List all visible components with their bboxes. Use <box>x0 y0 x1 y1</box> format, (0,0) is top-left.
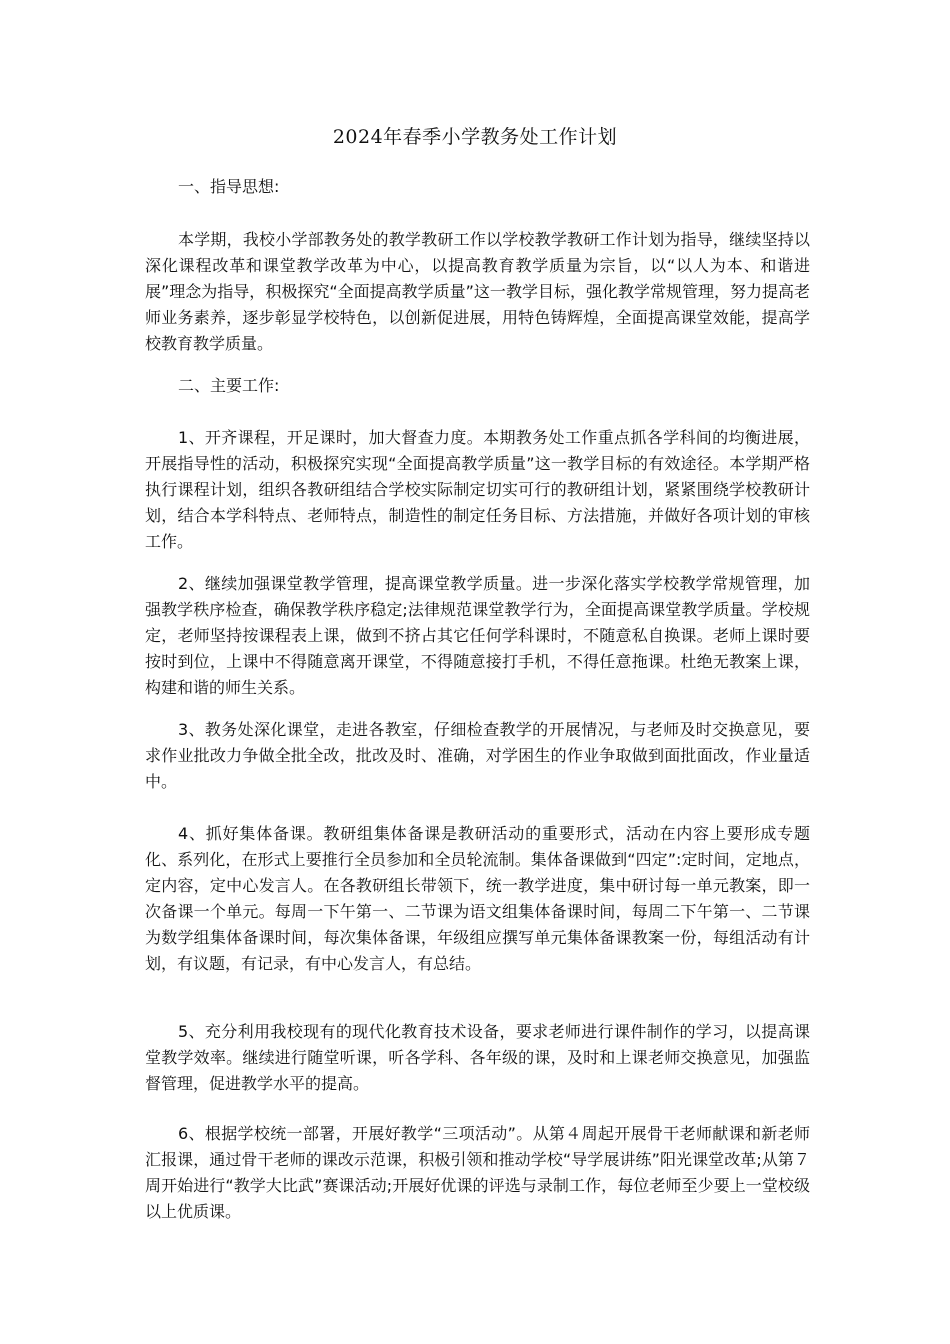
section-heading-main-work: 二、主要工作: <box>178 376 280 395</box>
section-heading-guiding-thought: 一、指导思想: <box>178 177 280 196</box>
work-item-5: 5、充分利用我校现有的现代化教育技术设备，要求老师进行课件制作的学习，以提高课堂教学效率。继续进行随堂听课，听各学科、各年级的课，及时和上课老师交换意见，加强监督管理，促进教学水平的提高。 <box>145 1022 810 1093</box>
work-item-3: 3、教务处深化课堂，走进各教室，仔细检查教学的开展情况，与老师及时交换意见，要求作业批改力争做全批全改，批改及时、准确，对学困生的作业争取做到面批面改，作业量适中。 <box>145 720 810 791</box>
document-title: 2024年春季小学教务处工作计划 <box>332 126 618 148</box>
work-item-4: 4、抓好集体备课。教研组集体备课是教研活动的重要形式，活动在内容上要形成专题化、系列化，在形式上要推行全员参加和全员轮流制。集体备课做到“四定”:定时间，定地点，定内容，定中心发言人。在各教研组长带领下，统一教学进度，集中研讨每一单元教案，即一次备课一个单元。每周一下午第一、二节课为语文组集体备课时间，每周二下午第一、二节课为数学组集体备课时间，每次集体备课，年级组应撰写单元集体备课教案一份，每组活动有计划，有议题，有记录，有中心发言人，有总结。 <box>145 824 810 973</box>
work-item-1: 1、开齐课程，开足课时，加大督查力度。本期教务处工作重点抓各学科间的均衡进展，开展指导性的活动，积极探究实现“全面提高教学质量”这一教学目标的有效途径。本学期严格执行课程计划，组织各教研组结合学校实际制定切实可行的教研组计划，紧紧围绕学校教研计划，结合本学科特点、老师特点，制造性的制定任务目标、方法措施，并做好各项计划的审核工作。 <box>145 428 810 551</box>
paragraph-guiding-thought: 本学期，我校小学部教务处的教学教研工作以学校教学教研工作计划为指导，继续坚持以深化课程改革和课堂教学改革为中心，以提高教育教学质量为宗旨，以“以人为本、和谐进展”理念为指导，积极探究“全面提高教学质量”这一教学目标，强化教学常规管理，努力提高老师业务素养，逐步彰显学校特色，以创新促进展，用特色铸辉煌，全面提高课堂效能，提高学校教育教学质量。 <box>145 230 810 353</box>
work-item-6: 6、根据学校统一部署，开展好教学“三项活动”。从第４周起开展骨干老师献课和新老师汇报课，通过骨干老师的课改示范课，积极引领和推动学校“导学展讲练”阳光课堂改革;从第７周开始进行“教学大比武”赛课活动;开展好优课的评选与录制工作，每位老师至少要上一堂校级以上优质课。 <box>145 1124 810 1221</box>
work-item-2: 2、继续加强课堂教学管理，提高课堂教学质量。进一步深化落实学校教学常规管理，加强教学秩序检查，确保教学秩序稳定;法律规范课堂教学行为，全面提高课堂教学质量。学校规定，老师坚持按课程表上课，做到不挤占其它任何学科课时，不随意私自换课。老师上课时要按时到位，上课中不得随意离开课堂，不得随意接打手机，不得任意拖课。杜绝无教案上课，构建和谐的师生关系。 <box>145 574 810 697</box>
